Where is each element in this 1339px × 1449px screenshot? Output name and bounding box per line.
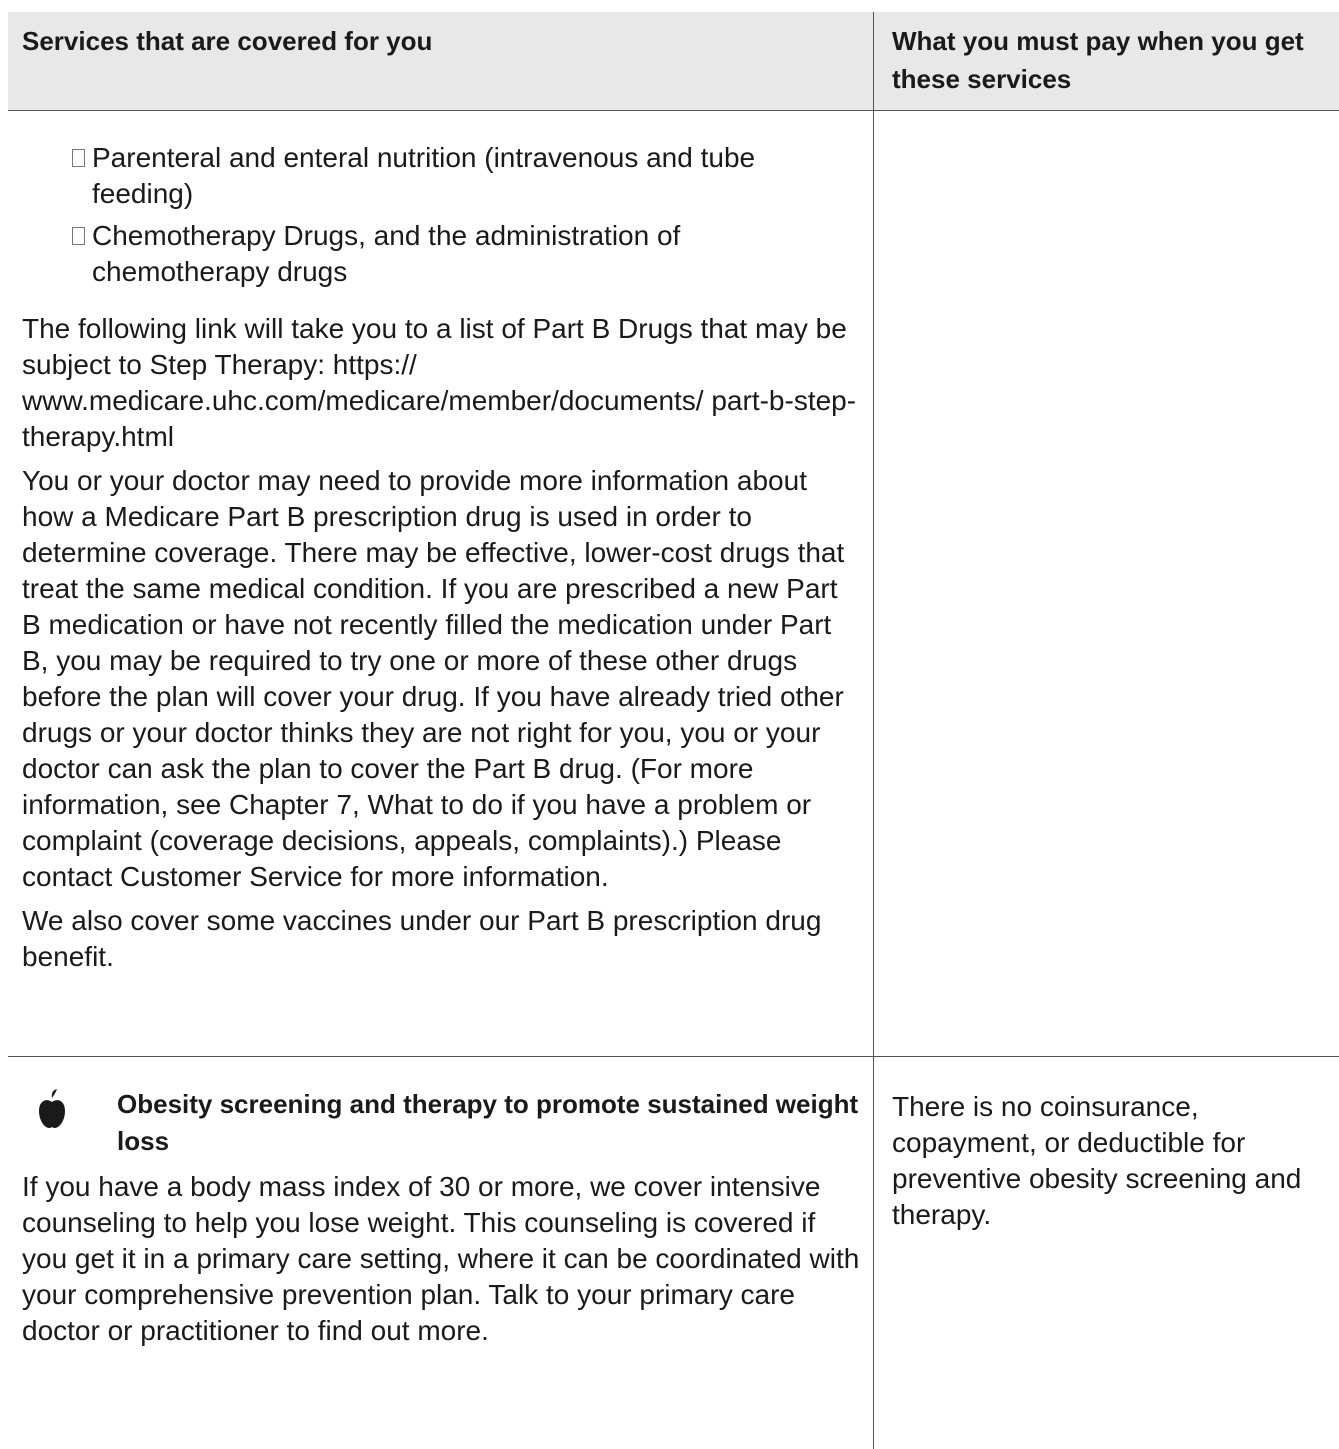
list-item bbox=[72, 218, 852, 290]
row-divider bbox=[8, 1056, 1339, 1057]
bullet-box-icon bbox=[72, 149, 85, 167]
coverage-info-paragraph: You or your doctor may need to provide more information about how a Medicare Part B prescription drug is used in order to determine coverage. There may be effective, lower-cost drugs that treat the same medical condition. If you are prescribed a new Part B medication or have not recently filled the medication under Part B, you may be required to try one or more of these other drugs before the plan will cover your drug. If you have already tried other drugs or your doctor thinks they are not right for you, you or your doctor can ask the plan to cover the Part B drug. (For more information, see Chapter 7, What to do if you have a problem or complaint (coverage decisions, appeals, complaints).) Please contact Customer Service for more information. bbox=[22, 465, 845, 892]
drug-bullet-list bbox=[72, 140, 852, 296]
table-header bbox=[8, 12, 1339, 111]
obesity-section-title: Obesity screening and therapy to promote sustained weight loss bbox=[117, 1089, 859, 1156]
header-what-you-pay: What you must pay when you get these services bbox=[892, 26, 1304, 94]
step-therapy-link-paragraph: The following link will take you to a list of Part B Drugs that may be subject to Step Therapy: https:// www.medicare.uhc.com/medicare/member/documents/ part-b-step-therapy.html bbox=[22, 313, 857, 452]
bullet-text: Chemotherapy Drugs, and the administration of chemotherapy drugs bbox=[92, 220, 681, 287]
bullet-text: Parenteral and enteral nutrition (intravenous and tube feeding) bbox=[92, 142, 756, 209]
vaccines-paragraph: We also cover some vaccines under our Part B prescription drug benefit. bbox=[22, 905, 822, 972]
apple-icon bbox=[38, 1089, 66, 1129]
bullet-box-icon bbox=[72, 227, 85, 245]
obesity-description: If you have a body mass index of 30 or more, we cover intensive counseling to help you lose weight. This counseling is covered if you get it in a primary care setting, where it can be coordinated with your comprehensive prevention plan. Talk to your primary care doctor or practitioner to find out more. bbox=[22, 1171, 860, 1346]
obesity-payment-text: There is no coinsurance, copayment, or deductible for preventive obesity screening and therapy. bbox=[892, 1091, 1302, 1230]
list-item bbox=[72, 140, 852, 212]
part-b-drug-paragraphs bbox=[22, 311, 862, 983]
header-services-covered: Services that are covered for you bbox=[22, 26, 433, 56]
column-divider bbox=[873, 12, 874, 1449]
benefits-table bbox=[8, 12, 1339, 1449]
